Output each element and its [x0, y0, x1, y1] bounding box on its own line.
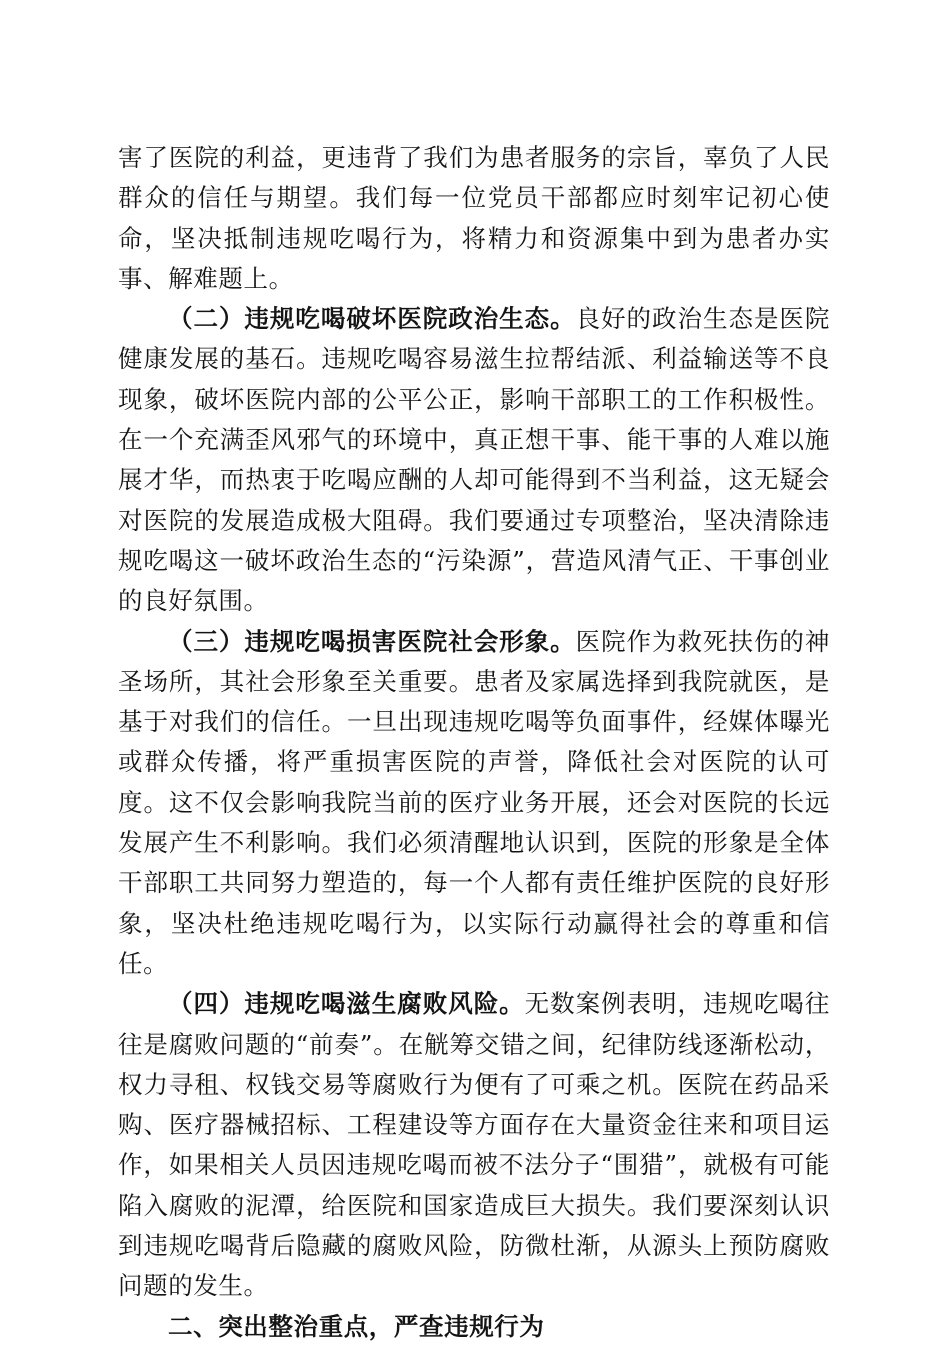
section-2-body: 良好的政治生态是医院健康发展的基石。违规吃喝容易滋生拉帮结派、利益输送等不良现象，破坏医院内部的公平公正，影响干部职工的工作积极性。在一个充满歪风邪气的环境中，真正想干事、能干事的人难以施展才华，而热衷于吃喝应酬的人却可能得到不当利益，这无疑会对医院的发展造成极大阻碍。我们要通过专项整治，坚决清除违规吃喝这一破坏政治生态的“污染源”，营造风清气正、干事创业的良好氛围。	[118, 304, 830, 616]
heading-part-2: 二、突出整治重点，严查违规行为	[168, 1311, 545, 1341]
paragraph-section-2	[118, 299, 830, 621]
section-2-lead: （二）违规吃喝破坏医院政治生态。	[168, 304, 576, 334]
section-4-body: 无数案例表明，违规吃喝往往是腐败问题的“前奏”。在觥筹交错之间，纪律防线逐渐松动，权力寻租、权钱交易等腐败行为便有了可乘之机。医院在药品采购、医疗器械招标、工程建设等方面存在大量资金往来和项目运作，如果相关人员因违规吃喝而被不法分子“围猎”，就极有可能陷入腐败的泥潭，给医院和国家造成巨大损失。我们要深刻认识到违规吃喝背后隐藏的腐败风险，防微杜渐，从源头上预防腐败问题的发生。	[118, 989, 831, 1301]
section-3-lead: （三）违规吃喝损害医院社会形象。	[168, 626, 576, 656]
document-body	[118, 138, 830, 1347]
paragraph-continued: 害了医院的利益，更违背了我们为患者服务的宗旨，辜负了人民群众的信任与期望。我们每一位党员干部都应时刻牢记初心使命，坚决抵制违规吃喝行为，将精力和资源集中到为患者办实事、解难题上。	[118, 143, 830, 293]
paragraph-section-4	[118, 984, 830, 1306]
section-4-lead: （四）违规吃喝滋生腐败风险。	[168, 989, 525, 1019]
paragraph-section-3	[118, 622, 830, 985]
section-3-body: 医院作为救死扶伤的神圣场所，其社会形象至关重要。患者及家属选择到我院就医，是基于对我们的信任。一旦出现违规吃喝等负面事件，经媒体曝光或群众传播，将严重损害医院的声誉，降低社会对医院的认可度。这不仅会影响我院当前的医疗业务开展，还会对医院的长远发展产生不利影响。我们必须清醒地认识到，医院的形象是全体干部职工共同努力塑造的，每一个人都有责任维护医院的良好形象，坚决杜绝违规吃喝行为，以实际行动赢得社会的尊重和信任。	[118, 626, 830, 978]
